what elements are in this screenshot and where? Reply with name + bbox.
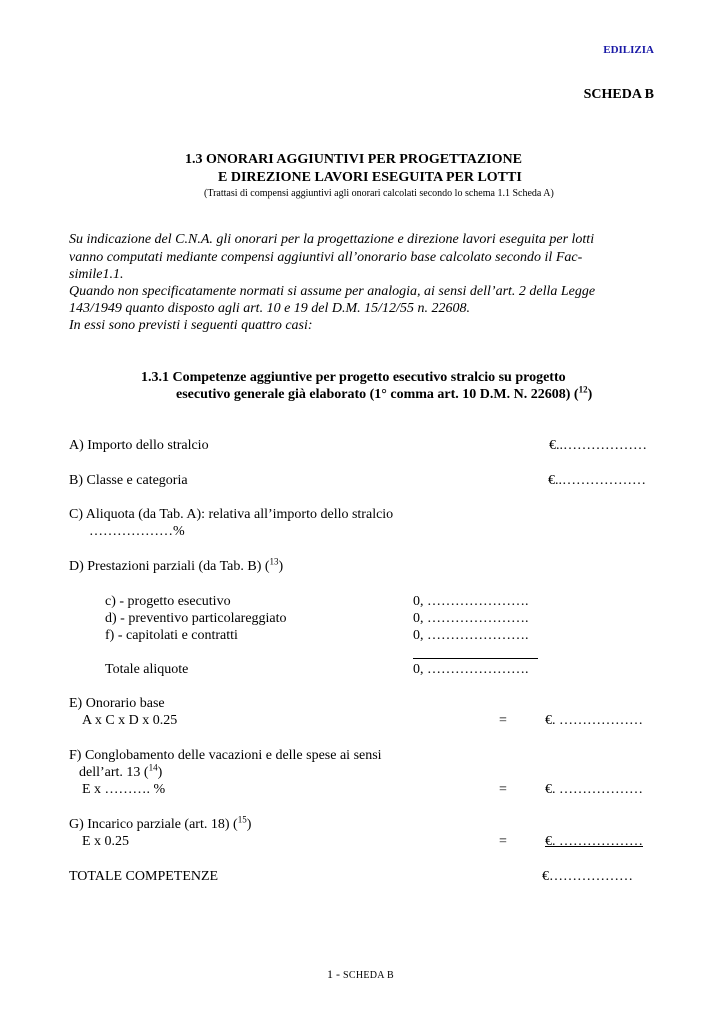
intro-line: vanno computati mediante compensi aggiuntivi all’onorario base calcolato secondo il Fac- — [69, 250, 583, 265]
section-heading-text: esecutivo generale già elaborato (1° comma art. 10 D.M. N. 22608) ( — [176, 387, 579, 402]
item-b-value: €..……………… — [548, 473, 646, 488]
list-item-value: 0, …………………. — [413, 628, 529, 643]
scheda-label: SCHEDA B — [583, 87, 654, 102]
section-header: EDILIZIA — [603, 44, 654, 56]
page-title-line2: E DIREZIONE LAVORI ESEGUITA PER LOTTI — [218, 170, 522, 185]
item-a-value: €..……………… — [549, 438, 647, 453]
incarico-value: €. ……………… — [545, 834, 643, 849]
intro-line: simile1.1. — [69, 267, 124, 282]
section-heading-line2 — [176, 384, 593, 403]
conglobamento-ref-close: ) — [157, 765, 163, 780]
section-heading-close: ) — [587, 387, 593, 402]
footnote-ref: 15 — [237, 814, 247, 825]
intro-line: Su indicazione del C.N.A. gli onorari per la progettazione e direzione lavori eseguita per lotti — [69, 232, 595, 247]
equals-sign: = — [499, 782, 507, 797]
footnote-ref: 12 — [578, 384, 588, 395]
onorario-base-title: E) Onorario base — [69, 696, 165, 711]
conglobamento-ref-text: dell’art. 13 ( — [79, 765, 149, 780]
page-footer — [327, 967, 394, 982]
item-b-label: B) Classe e categoria — [69, 473, 188, 488]
section-heading-line1: 1.3.1 Competenze aggiuntive per progetto esecutivo stralcio su progetto — [141, 370, 566, 385]
page-title-line1: 1.3 ONORARI AGGIUNTIVI PER PROGETTAZIONE — [185, 152, 522, 167]
equals-sign: = — [499, 834, 507, 849]
totale-competenze-value: €……………… — [542, 869, 633, 884]
list-item-label: d) - preventivo particolareggiato — [105, 611, 287, 626]
item-c-value: ………………% — [89, 524, 185, 539]
incarico-title-text: G) Incarico parziale (art. 18) ( — [69, 817, 238, 832]
footer-label: SCHEDA B — [343, 970, 395, 981]
footnote-ref: 13 — [269, 556, 279, 567]
item-d-close: ) — [278, 559, 284, 574]
total-aliquote-value: 0, …………………. — [413, 662, 529, 677]
conglobamento-value: €. ……………… — [545, 782, 643, 797]
intro-line: Quando non specificatamente normati si assume per analogia, ai sensi dell’art. 2 della Legge — [69, 284, 596, 299]
item-c-label: C) Aliquota (da Tab. A): relativa all’importo dello stralcio — [69, 507, 394, 522]
list-item-label: f) - capitolati e contratti — [105, 628, 238, 643]
list-item-value: 0, …………………. — [413, 611, 529, 626]
incarico-title — [69, 814, 252, 833]
title-note: (Trattasi di compensi aggiuntivi agli onorari calcolati secondo lo schema 1.1 Scheda A) — [204, 188, 554, 199]
page-number: 1 - — [327, 967, 343, 981]
total-aliquote-label: Totale aliquote — [105, 662, 189, 677]
intro-line: 143/1949 quanto disposto agli art. 10 e 19 del D.M. 15/12/55 n. 22608. — [69, 301, 470, 316]
totale-competenze-label: TOTALE COMPETENZE — [69, 869, 219, 884]
conglobamento-formula: E x ………. % — [82, 782, 166, 797]
footnote-ref: 14 — [148, 762, 158, 773]
onorario-base-value: €. ……………… — [545, 713, 643, 728]
list-item-label: c) - progetto esecutivo — [105, 594, 231, 609]
item-a-label: A) Importo dello stralcio — [69, 438, 209, 453]
conglobamento-ref — [79, 762, 163, 781]
item-d-label — [69, 556, 284, 575]
incarico-formula: E x 0.25 — [82, 834, 130, 849]
incarico-title-close: ) — [246, 817, 252, 832]
sum-divider — [413, 658, 538, 659]
intro-line: In essi sono previsti i seguenti quattro casi: — [69, 318, 313, 333]
equals-sign: = — [499, 713, 507, 728]
item-d-text: D) Prestazioni parziali (da Tab. B) ( — [69, 559, 270, 574]
conglobamento-title: F) Conglobamento delle vacazioni e delle spese ai sensi — [69, 748, 382, 763]
onorario-base-formula: A x C x D x 0.25 — [82, 713, 178, 728]
list-item-value: 0, …………………. — [413, 594, 529, 609]
